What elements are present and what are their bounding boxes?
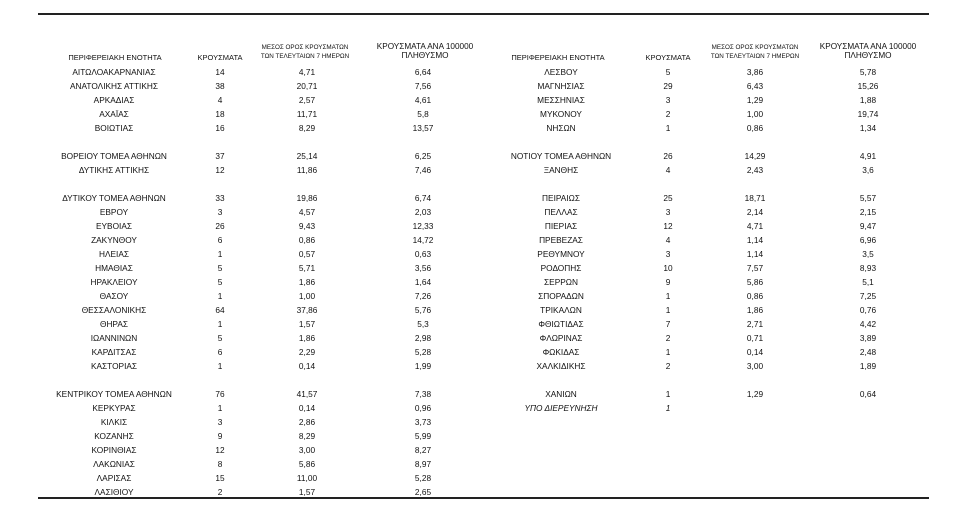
cell-cases: 12 bbox=[215, 165, 225, 175]
cell-region: ΤΡΙΚΑΛΩΝ bbox=[540, 305, 582, 315]
cell-cases: 9 bbox=[665, 277, 671, 287]
cell-avg7: 8,29 bbox=[298, 123, 316, 133]
cell-per100k: 3,5 bbox=[862, 249, 874, 259]
cell-cases: 2 bbox=[217, 487, 223, 497]
cell-cases: 16 bbox=[215, 123, 225, 133]
cell-avg7: 4,71 bbox=[746, 221, 764, 231]
cell-per100k: 5,8 bbox=[417, 109, 429, 119]
top-rule bbox=[38, 13, 929, 15]
cell-per100k: 5,57 bbox=[859, 193, 877, 203]
cell-per100k: 7,26 bbox=[414, 291, 432, 301]
cell-cases: 1 bbox=[217, 403, 223, 413]
right-header-cases: ΚΡΟΥΣΜΑΤΑ bbox=[645, 53, 691, 62]
cell-cases: 1 bbox=[665, 389, 671, 399]
cell-region: ΜΥΚΟΝΟΥ bbox=[540, 109, 582, 119]
cell-avg7: 2,14 bbox=[746, 207, 764, 217]
cell-per100k: 3,89 bbox=[859, 333, 877, 343]
cell-per100k: 15,26 bbox=[857, 81, 879, 91]
cell-avg7: 37,86 bbox=[296, 305, 318, 315]
cell-per100k: 4,42 bbox=[859, 319, 877, 329]
cell-per100k: 1,89 bbox=[859, 361, 877, 371]
cell-per100k: 6,96 bbox=[859, 235, 877, 245]
cell-region: ΚΙΛΚΙΣ bbox=[100, 417, 128, 427]
left-header-per100k-line1: ΚΡΟΥΣΜΑΤΑ ΑΝΑ 100000 bbox=[376, 42, 474, 51]
cell-per100k: 7,25 bbox=[859, 291, 877, 301]
cell-cases: 10 bbox=[663, 263, 673, 273]
cell-per100k: 5,3 bbox=[417, 319, 429, 329]
cell-cases: 15 bbox=[215, 473, 225, 483]
cell-region: ΗΡΑΚΛΕΙΟΥ bbox=[90, 277, 138, 287]
cell-cases: 2 bbox=[665, 333, 671, 343]
cell-avg7: 0,86 bbox=[298, 235, 316, 245]
cell-avg7: 25,14 bbox=[296, 151, 318, 161]
cell-region: ΡΕΘΥΜΝΟΥ bbox=[537, 249, 585, 259]
cell-region: ΗΛΕΙΑΣ bbox=[98, 249, 130, 259]
cell-region: ΑΝΑΤΟΛΙΚΗΣ ΑΤΤΙΚΗΣ bbox=[69, 81, 159, 91]
cell-region: ΜΑΓΝΗΣΙΑΣ bbox=[537, 81, 585, 91]
cell-cases: 12 bbox=[663, 221, 673, 231]
cell-per100k: 6,74 bbox=[414, 193, 432, 203]
left-header-avg7-line1: ΜΕΣΟΣ ΟΡΟΣ ΚΡΟΥΣΜΑΤΩΝ bbox=[261, 44, 349, 51]
cell-region: ΗΜΑΘΙΑΣ bbox=[95, 263, 133, 273]
cell-per100k: 4,91 bbox=[859, 151, 877, 161]
cell-avg7: 0,14 bbox=[298, 361, 316, 371]
cell-cases: 26 bbox=[215, 221, 225, 231]
cell-region: ΖΑΚΥΝΘΟΥ bbox=[91, 235, 137, 245]
cell-cases: 5 bbox=[217, 263, 223, 273]
cell-avg7: 1,86 bbox=[298, 277, 316, 287]
cell-cases: 6 bbox=[217, 235, 223, 245]
cell-avg7: 5,86 bbox=[298, 459, 316, 469]
cell-per100k: 5,76 bbox=[414, 305, 432, 315]
cell-per100k: 2,48 bbox=[859, 347, 877, 357]
cell-cases: 1 bbox=[665, 347, 671, 357]
left-header-per100k-line2: ΠΛΗΘΥΣΜΟ bbox=[401, 51, 449, 60]
cell-region: ΦΘΙΩΤΙΔΑΣ bbox=[538, 319, 584, 329]
cell-region: ΚΑΣΤΟΡΙΑΣ bbox=[90, 361, 138, 371]
cell-per100k: 5,78 bbox=[859, 67, 877, 77]
cell-per100k: 8,97 bbox=[414, 459, 432, 469]
cell-avg7: 11,86 bbox=[296, 165, 318, 175]
cell-region: ΦΛΩΡΙΝΑΣ bbox=[539, 333, 583, 343]
cell-cases: 64 bbox=[215, 305, 225, 315]
cell-cases: 1 bbox=[665, 291, 671, 301]
cell-per100k: 8,93 bbox=[859, 263, 877, 273]
cell-avg7: 18,71 bbox=[744, 193, 766, 203]
cell-cases: 26 bbox=[663, 151, 673, 161]
cell-cases: 33 bbox=[215, 193, 225, 203]
cell-avg7: 1,00 bbox=[298, 291, 316, 301]
cell-avg7: 5,71 bbox=[298, 263, 316, 273]
cell-per100k: 2,15 bbox=[859, 207, 877, 217]
cell-cases: 14 bbox=[215, 67, 225, 77]
cell-region: ΕΒΡΟΥ bbox=[99, 207, 129, 217]
cell-per100k: 3,73 bbox=[414, 417, 432, 427]
cell-region: ΔΥΤΙΚΟΥ ΤΟΜΕΑ ΑΘΗΝΩΝ bbox=[62, 193, 166, 203]
cell-avg7: 2,57 bbox=[298, 95, 316, 105]
cell-avg7: 4,71 bbox=[298, 67, 316, 77]
cell-region: ΜΕΣΣΗΝΙΑΣ bbox=[537, 95, 585, 105]
cell-avg7: 7,57 bbox=[746, 263, 764, 273]
left-header-region: ΠΕΡΙΦΕΡΕΙΑΚΗ ΕΝΟΤΗΤΑ bbox=[68, 53, 162, 62]
cell-avg7: 41,57 bbox=[296, 389, 318, 399]
cell-per100k: 5,99 bbox=[414, 431, 432, 441]
cell-region: ΔΥΤΙΚΗΣ ΑΤΤΙΚΗΣ bbox=[78, 165, 150, 175]
cell-per100k: 2,03 bbox=[414, 207, 432, 217]
cell-region: ΛΑΚΩΝΙΑΣ bbox=[93, 459, 135, 469]
cell-per100k: 5,28 bbox=[414, 347, 432, 357]
cell-avg7: 9,43 bbox=[298, 221, 316, 231]
cell-region: ΕΥΒΟΙΑΣ bbox=[95, 221, 133, 231]
cell-per100k: 2,98 bbox=[414, 333, 432, 343]
cell-per100k: 14,72 bbox=[412, 235, 434, 245]
cell-cases: 1 bbox=[217, 361, 223, 371]
cell-avg7: 3,00 bbox=[746, 361, 764, 371]
cell-cases: 3 bbox=[217, 207, 223, 217]
cell-cases: 12 bbox=[215, 445, 225, 455]
right-header-per100k-line1: ΚΡΟΥΣΜΑΤΑ ΑΝΑ 100000 bbox=[819, 42, 917, 51]
right-header-avg7-line2: ΤΩΝ ΤΕΛΕΥΤΑΙΩΝ 7 ΗΜΕΡΩΝ bbox=[710, 53, 800, 60]
cell-region: ΚΟΡΙΝΘΙΑΣ bbox=[91, 445, 137, 455]
cell-avg7: 1,29 bbox=[746, 389, 764, 399]
cell-region: ΚΕΝΤΡΙΚΟΥ ΤΟΜΕΑ ΑΘΗΝΩΝ bbox=[56, 389, 172, 399]
cell-per100k: 0,76 bbox=[859, 305, 877, 315]
cell-region: ΘΕΣΣΑΛΟΝΙΚΗΣ bbox=[81, 305, 147, 315]
cell-per100k: 1,88 bbox=[859, 95, 877, 105]
cell-region: ΠΙΕΡΙΑΣ bbox=[544, 221, 578, 231]
right-header-per100k-line2: ΠΛΗΘΥΣΜΟ bbox=[844, 51, 892, 60]
cell-cases: 6 bbox=[217, 347, 223, 357]
cell-region: ΛΑΡΙΣΑΣ bbox=[96, 473, 132, 483]
cell-cases: 1 bbox=[665, 123, 671, 133]
cell-per100k: 2,65 bbox=[414, 487, 432, 497]
cell-avg7: 1,14 bbox=[746, 249, 764, 259]
cell-region: ΚΟΖΑΝΗΣ bbox=[94, 431, 134, 441]
cell-region: ΠΕΛΛΑΣ bbox=[544, 207, 578, 217]
cell-region: ΣΠΟΡΑΔΩΝ bbox=[538, 291, 584, 301]
cell-per100k: 8,27 bbox=[414, 445, 432, 455]
cell-region: ΒΟΙΩΤΙΑΣ bbox=[94, 123, 134, 133]
cell-cases: 3 bbox=[217, 417, 223, 427]
cell-region: ΙΩΑΝΝΙΝΩΝ bbox=[90, 333, 138, 343]
cell-cases: 18 bbox=[215, 109, 225, 119]
cell-region: ΝΟΤΙΟΥ ΤΟΜΕΑ ΑΘΗΝΩΝ bbox=[510, 151, 612, 161]
cell-avg7: 4,57 bbox=[298, 207, 316, 217]
cell-region: ΝΗΣΩΝ bbox=[546, 123, 576, 133]
cell-per100k: 6,25 bbox=[414, 151, 432, 161]
cell-region: ΑΧΑΪΑΣ bbox=[99, 109, 129, 119]
cell-cases: 1 bbox=[217, 319, 223, 329]
cell-per100k: 9,47 bbox=[859, 221, 877, 231]
cell-avg7: 8,29 bbox=[298, 431, 316, 441]
cell-avg7: 5,86 bbox=[746, 277, 764, 287]
cell-region: ΧΑΝΙΩΝ bbox=[545, 389, 577, 399]
cell-per100k: 6,64 bbox=[414, 67, 432, 77]
cell-avg7: 19,86 bbox=[296, 193, 318, 203]
cell-per100k: 5,28 bbox=[414, 473, 432, 483]
cell-cases: 25 bbox=[663, 193, 673, 203]
cell-avg7: 1,29 bbox=[746, 95, 764, 105]
cell-per100k: 3,6 bbox=[862, 165, 874, 175]
cell-cases: 29 bbox=[663, 81, 673, 91]
left-header-cases: ΚΡΟΥΣΜΑΤΑ bbox=[197, 53, 243, 62]
cell-per100k: 1,64 bbox=[414, 277, 432, 287]
cell-region: ΘΑΣΟΥ bbox=[99, 291, 129, 301]
cell-avg7: 0,14 bbox=[746, 347, 764, 357]
cell-region: ΑΙΤΩΛΟΑΚΑΡΝΑΝΙΑΣ bbox=[72, 67, 156, 77]
cell-per100k: 0,63 bbox=[414, 249, 432, 259]
cell-region: ΥΠΟ ΔΙΕΡΕΥΝΗΣΗ bbox=[524, 403, 598, 413]
cell-region: ΘΗΡΑΣ bbox=[99, 319, 129, 329]
cell-cases: 3 bbox=[665, 249, 671, 259]
cell-region: ΧΑΛΚΙΔΙΚΗΣ bbox=[536, 361, 586, 371]
cell-avg7: 0,86 bbox=[746, 123, 764, 133]
cell-avg7: 2,86 bbox=[298, 417, 316, 427]
cell-cases: 5 bbox=[217, 333, 223, 343]
cell-avg7: 14,29 bbox=[744, 151, 766, 161]
left-header-avg7-line2: ΤΩΝ ΤΕΛΕΥΤΑΙΩΝ 7 ΗΜΕΡΩΝ bbox=[260, 53, 350, 60]
cell-per100k: 4,61 bbox=[414, 95, 432, 105]
right-header-avg7-line1: ΜΕΣΟΣ ΟΡΟΣ ΚΡΟΥΣΜΑΤΩΝ bbox=[711, 44, 799, 51]
cell-cases: 4 bbox=[665, 165, 671, 175]
cell-avg7: 1,14 bbox=[746, 235, 764, 245]
cell-cases: 5 bbox=[665, 67, 671, 77]
cell-avg7: 0,14 bbox=[298, 403, 316, 413]
cell-region: ΛΑΣΙΘΙΟΥ bbox=[94, 487, 134, 497]
cell-region: ΚΑΡΔΙΤΣΑΣ bbox=[91, 347, 137, 357]
cell-per100k: 0,64 bbox=[859, 389, 877, 399]
cell-region: ΠΕΙΡΑΙΩΣ bbox=[542, 193, 580, 203]
cell-per100k: 7,38 bbox=[414, 389, 432, 399]
cell-per100k: 12,33 bbox=[412, 221, 434, 231]
cell-avg7: 0,71 bbox=[746, 333, 764, 343]
right-header-region: ΠΕΡΙΦΕΡΕΙΑΚΗ ΕΝΟΤΗΤΑ bbox=[511, 53, 605, 62]
cell-cases: 4 bbox=[217, 95, 223, 105]
cell-avg7: 11,71 bbox=[296, 109, 318, 119]
cell-avg7: 11,00 bbox=[296, 473, 318, 483]
cell-cases: 8 bbox=[217, 459, 223, 469]
cell-region: ΡΟΔΟΠΗΣ bbox=[540, 263, 582, 273]
cell-cases: 3 bbox=[665, 207, 671, 217]
cell-avg7: 3,86 bbox=[746, 67, 764, 77]
cell-avg7: 1,86 bbox=[298, 333, 316, 343]
cell-cases: 76 bbox=[215, 389, 225, 399]
cell-region: ΛΕΣΒΟΥ bbox=[544, 67, 578, 77]
cell-region: ΠΡΕΒΕΖΑΣ bbox=[539, 235, 583, 245]
cell-cases: 2 bbox=[665, 109, 671, 119]
cell-cases: 9 bbox=[217, 431, 223, 441]
cell-region: ΚΕΡΚΥΡΑΣ bbox=[92, 403, 136, 413]
cell-cases: 4 bbox=[665, 235, 671, 245]
cell-per100k: 1,34 bbox=[859, 123, 877, 133]
cell-region: ΣΕΡΡΩΝ bbox=[544, 277, 578, 287]
cell-cases: 7 bbox=[665, 319, 671, 329]
cell-cases: 1 bbox=[665, 305, 671, 315]
cell-region: ΞΑΝΘΗΣ bbox=[543, 165, 579, 175]
cell-region: ΑΡΚΑΔΙΑΣ bbox=[93, 95, 135, 105]
cell-region: ΦΩΚΙΔΑΣ bbox=[542, 347, 580, 357]
cell-avg7: 1,57 bbox=[298, 487, 316, 497]
cell-per100k: 5,1 bbox=[862, 277, 874, 287]
cell-cases: 38 bbox=[215, 81, 225, 91]
cell-avg7: 6,43 bbox=[746, 81, 764, 91]
cell-avg7: 20,71 bbox=[296, 81, 318, 91]
cell-cases: 2 bbox=[665, 361, 671, 371]
cell-avg7: 2,43 bbox=[746, 165, 764, 175]
cell-cases: 37 bbox=[215, 151, 225, 161]
cell-per100k: 19,74 bbox=[857, 109, 879, 119]
cell-cases: 1 bbox=[665, 403, 671, 413]
cell-cases: 3 bbox=[665, 95, 671, 105]
cell-cases: 1 bbox=[217, 249, 223, 259]
cell-per100k: 7,56 bbox=[414, 81, 432, 91]
cell-avg7: 0,86 bbox=[746, 291, 764, 301]
cell-avg7: 1,57 bbox=[298, 319, 316, 329]
cell-avg7: 1,86 bbox=[746, 305, 764, 315]
cell-per100k: 13,57 bbox=[412, 123, 434, 133]
cell-region: ΒΟΡΕΙΟΥ ΤΟΜΕΑ ΑΘΗΝΩΝ bbox=[61, 151, 167, 161]
cell-cases: 5 bbox=[217, 277, 223, 287]
cell-per100k: 0,96 bbox=[414, 403, 432, 413]
cell-avg7: 1,00 bbox=[746, 109, 764, 119]
cell-per100k: 3,56 bbox=[414, 263, 432, 273]
bottom-rule bbox=[38, 497, 929, 499]
cell-avg7: 0,57 bbox=[298, 249, 316, 259]
cell-per100k: 7,46 bbox=[414, 165, 432, 175]
cell-cases: 1 bbox=[217, 291, 223, 301]
cell-avg7: 3,00 bbox=[298, 445, 316, 455]
cell-avg7: 2,71 bbox=[746, 319, 764, 329]
cell-avg7: 2,29 bbox=[298, 347, 316, 357]
cell-per100k: 1,99 bbox=[414, 361, 432, 371]
